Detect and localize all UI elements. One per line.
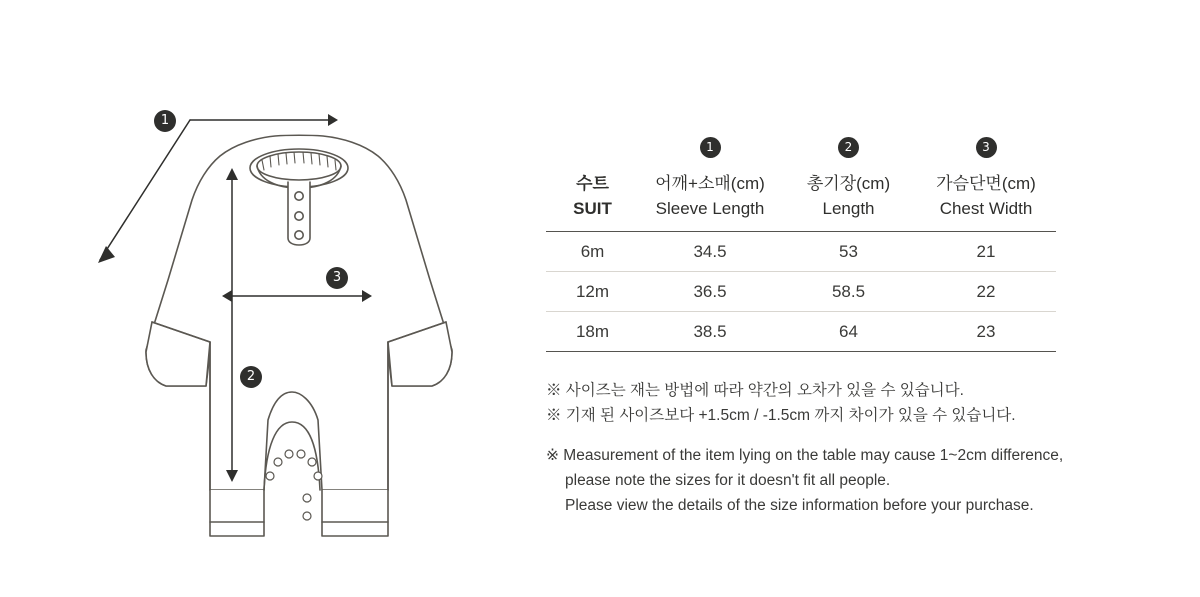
badge-cell-length: [781, 137, 916, 158]
size-table: [546, 132, 1056, 352]
header-length: [781, 172, 916, 221]
header-chest-ko: 가슴단면(cm): [936, 174, 1036, 193]
table-badge-row: [546, 132, 1056, 162]
cell-chest: 21: [976, 241, 996, 261]
header-suit-en: SUIT: [573, 198, 612, 218]
note-en-3: Please view the details of the size information before your purchase.: [565, 496, 1034, 514]
table-row: [546, 232, 1056, 272]
cell-size: 18m: [575, 321, 610, 341]
header-length-en: Length: [822, 198, 875, 218]
badge-3-icon: 3: [976, 137, 997, 158]
note-ko-1: ※ 사이즈는 재는 방법에 따라 약간의 오차가 있을 수 있습니다.: [546, 382, 964, 399]
header-chest-en: Chest Width: [939, 198, 1033, 218]
badge-cell-chest: [916, 137, 1056, 158]
header-suit: [546, 172, 639, 221]
note-en: [546, 444, 1086, 518]
romper-drawing: [60, 70, 530, 540]
table-row: [546, 272, 1056, 312]
cell-length: 53: [839, 241, 858, 261]
cell-length: 64: [839, 321, 858, 341]
marker-2-length: 2: [240, 366, 262, 388]
marker-3-chest-width: 3: [326, 267, 348, 289]
cell-size: 6m: [580, 241, 605, 261]
note-ko-2: ※ 기재 된 사이즈보다 +1.5cm / -1.5cm 까지 차이가 있을 수 있습니다.: [546, 407, 1016, 425]
cell-length: 58.5: [831, 281, 866, 301]
marker-1-shoulder-sleeve: 1: [154, 110, 176, 132]
garment-illustration: [60, 70, 530, 540]
cell-chest: 23: [976, 321, 996, 341]
size-notes: [546, 378, 1086, 519]
note-en-2: please note the sizes for it doesn't fit all people.: [565, 472, 891, 490]
header-length-ko: 총기장(cm): [806, 174, 891, 193]
header-sleeve-ko: 어깨+소매(cm): [655, 174, 765, 193]
cell-sleeve: 34.5: [693, 241, 727, 261]
badge-1-icon: 1: [700, 137, 721, 158]
cell-sleeve: 38.5: [693, 321, 727, 341]
table-row: [546, 312, 1056, 352]
header-sleeve: [639, 172, 781, 221]
cell-chest: 22: [976, 281, 996, 301]
header-sleeve-en: Sleeve Length: [655, 198, 765, 218]
notes-spacer: [546, 428, 1086, 444]
note-en-1: ※ Measurement of the item lying on the table may cause 1~2cm difference,: [546, 447, 1064, 465]
header-chest: [916, 172, 1056, 221]
cell-size: 12m: [575, 281, 610, 301]
badge-cell-sleeve: [639, 137, 781, 158]
header-suit-ko: 수트: [576, 174, 609, 193]
table-header-row: [546, 162, 1056, 232]
badge-2-icon: 2: [838, 137, 859, 158]
cell-sleeve: 36.5: [693, 281, 727, 301]
